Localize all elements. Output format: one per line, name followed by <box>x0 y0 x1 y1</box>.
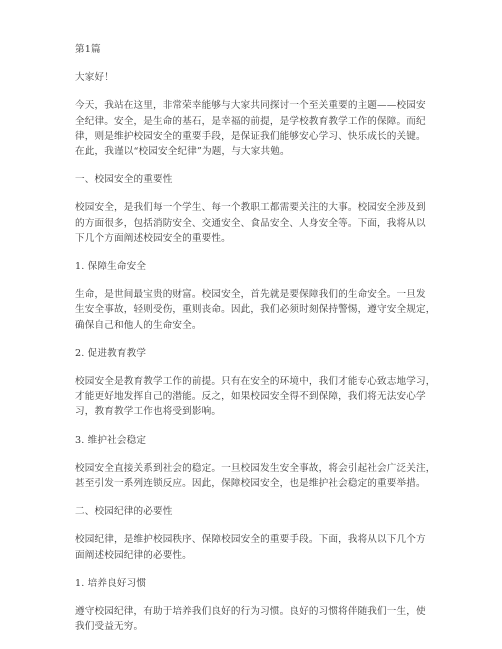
point-2-title: 2. 促进教育教学 <box>75 347 147 359</box>
point-4-title: 1. 培养良好习惯 <box>75 577 147 589</box>
text-line: 生命，是世间最宝贵的财富。校园安全，首先就是要保障我们的生命安全。一旦发 <box>75 289 426 301</box>
text-line: 在此，我谨以“校园安全纪律”为题，与大家共勉。 <box>75 146 290 158</box>
text-line: 校园安全直接关系到社会的稳定。一旦校园发生安全事故，将会引起社会广泛关注， <box>75 462 436 474</box>
text-line: 下几个方面阐述校园安全的重要性。 <box>75 232 231 244</box>
section-2-intro <box>75 532 437 562</box>
text-line: 才能更好地发挥自己的潜能。反之，如果校园安全得不到保障，我们将无法安心学 <box>75 391 426 403</box>
document-page <box>75 42 437 634</box>
greeting: 大家好！ <box>75 72 114 84</box>
point-1-body <box>75 287 437 333</box>
intro-paragraph <box>75 98 437 159</box>
section-1-intro <box>75 200 437 246</box>
text-line: 确保自己和他人的生命安全。 <box>75 319 202 331</box>
section-1-title: 一、校园安全的重要性 <box>75 174 173 186</box>
text-line: 校园安全是教育教学工作的前提。只有在安全的环境中，我们才能专心致志地学习， <box>75 376 436 388</box>
text-line: 生安全事故，轻则受伤，重则丧命。因此，我们必须时刻保持警惕，遵守安全规定， <box>75 304 436 316</box>
text-line: 律，则是维护校园安全的重要手段，是保证我们能够安心学习、快乐成长的关键。 <box>75 130 426 142</box>
text-line: 今天，我站在这里，非常荣幸能够与大家共同探讨一个至关重要的主题——校园安 <box>75 100 426 112</box>
text-line: 的方面很多，包括消防安全、交通安全、食品安全、人身安全等。下面，我将从以 <box>75 217 426 229</box>
point-1-title: 1. 保障生命安全 <box>75 261 147 273</box>
point-2-body <box>75 374 437 420</box>
point-3-body <box>75 461 437 491</box>
text-line: 面阐述校园纪律的必要性。 <box>75 549 192 561</box>
text-line: 全纪律。安全，是生命的基石，是幸福的前提，是学校教育教学工作的保障。而纪 <box>75 115 426 127</box>
text-line: 校园纪律，是维护校园秩序、保障校园安全的重要手段。下面，我将从以下几个方 <box>75 534 426 546</box>
text-line: 我们受益无穷。 <box>75 621 144 633</box>
text-line: 习，教育教学工作也将受到影响。 <box>75 406 222 418</box>
point-3-title: 3. 维护社会稳定 <box>75 434 147 446</box>
point-4-body <box>75 604 437 634</box>
text-line: 校园安全，是我们每一个学生、每一个教职工都需要关注的大事。校园安全涉及到 <box>75 202 426 214</box>
section-2-title: 二、校园纪律的必要性 <box>75 506 173 518</box>
document-heading: 第1篇 <box>75 44 101 55</box>
text-line: 甚至引发一系列连锁反应。因此，保障校园安全，也是维护社会稳定的重要举措。 <box>75 478 426 490</box>
text-line: 遵守校园纪律，有助于培养我们良好的行为习惯。良好的习惯将伴随我们一生，使 <box>75 606 426 618</box>
